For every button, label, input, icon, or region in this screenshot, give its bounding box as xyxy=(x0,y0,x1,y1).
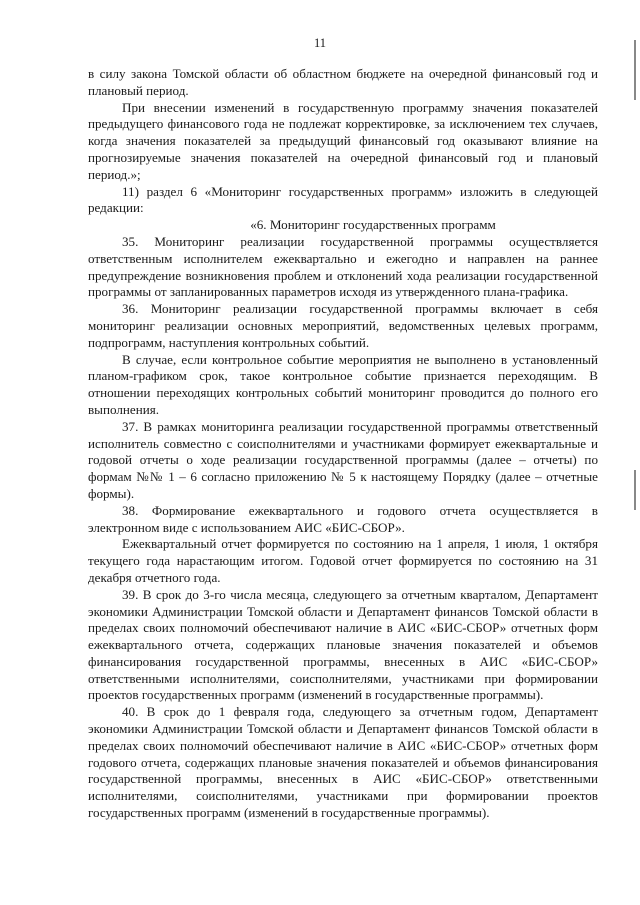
document-body xyxy=(88,66,598,822)
paragraph-37: 37. В рамках мониторинга реализации государственной программы ответственный исполнитель совместно с соисполнителями и участниками формирует ежеквартальные и годовой отчеты о ходе реализации государственной программы (далее – отчеты) по формам №№ 1 – 6 согласно приложению № 5 к настоящему Порядку (далее – отчетные формы). xyxy=(88,418,598,501)
paragraph-38: 38. Формирование ежеквартального и годового отчета осуществляется в электронном виде с использованием АИС «БИС-СБОР». xyxy=(88,502,598,535)
paragraph-38-note: Ежеквартальный отчет формируется по состоянию на 1 апреля, 1 июля, 1 октября текущего года нарастающим итогом. Годовой отчет формируется по состоянию на 31 декабря отчетного года. xyxy=(88,536,598,585)
page-number: 11 xyxy=(313,36,327,50)
paragraph-36-note: В случае, если контрольное событие мероприятия не выполнено в установленный планом-графиком срок, такое контрольное событие признается переходящим. В отношении переходящих контрольных событий мониторинг проводится до полного его выполнения. xyxy=(88,351,598,417)
paragraph-35: 35. Мониторинг реализации государственной программы осуществляется ответственным исполнителем ежеквартально и ежегодно и направлен на раннее предупреждение возникновения проблем и отклонений хода реализации государственной программы от запланированных параметров исходя из утвержденного плана-графика. xyxy=(88,233,598,300)
paragraph-amendment-note: При внесении изменений в государственную программу значения показателей предыдущего финансового года не подлежат корректировке, за исключением тех случаев, когда значения показателей за предыдущий финансовый год оказывают влияние на прогнозируемые значения показателей на очередной финансовый год и плановый период.»; xyxy=(88,99,598,182)
section-heading: «6. Мониторинг государственных программ xyxy=(250,217,496,233)
paragraph-40: 40. В срок до 1 февраля года, следующего за отчетным годом, Департамент экономики Администрации Томской области и Департамент финансов Томской области в пределах своих полномочий обеспечивают наличие в АИС «БИС-СБОР» отчетных форм годового отчета, содержащих плановые значения показателей и объемов финансирования государственной программы, внесенных в АИС «БИС-СБОР» ответственными исполнителями, соисполнителями, участниками при формировании проектов государственных программ (изменений в государственные программы). xyxy=(88,704,598,821)
paragraph-continuation: в силу закона Томской области об областном бюджете на очередной финансовый год и плановый период. xyxy=(88,66,598,98)
paragraph-39: 39. В срок до 3-го числа месяца, следующего за отчетным кварталом, Департамент экономики Администрации Томской области и Департамент финансов Томской области в пределах своих полномочий обеспечивают наличие в АИС «БИС-СБОР» отчетных форм ежеквартального отчета, содержащих плановые значения показателей и объемов финансирования государственной программы, внесенных в АИС «БИС-СБОР» ответственными исполнителями, соисполнителями, участниками при формировании проектов государственных программ (изменений в государственные программы). xyxy=(88,586,598,703)
paragraph-item-11: 11) раздел 6 «Мониторинг государственных программ» изложить в следующей редакции: xyxy=(88,183,598,216)
scan-edge-mark xyxy=(634,40,636,100)
scan-edge-mark xyxy=(634,470,636,510)
paragraph-36: 36. Мониторинг реализации государственной программы включает в себя мониторинг реализации основных мероприятий, ведомственных целевых программ, подпрограмм, наступления контрольных событий. xyxy=(88,301,598,350)
